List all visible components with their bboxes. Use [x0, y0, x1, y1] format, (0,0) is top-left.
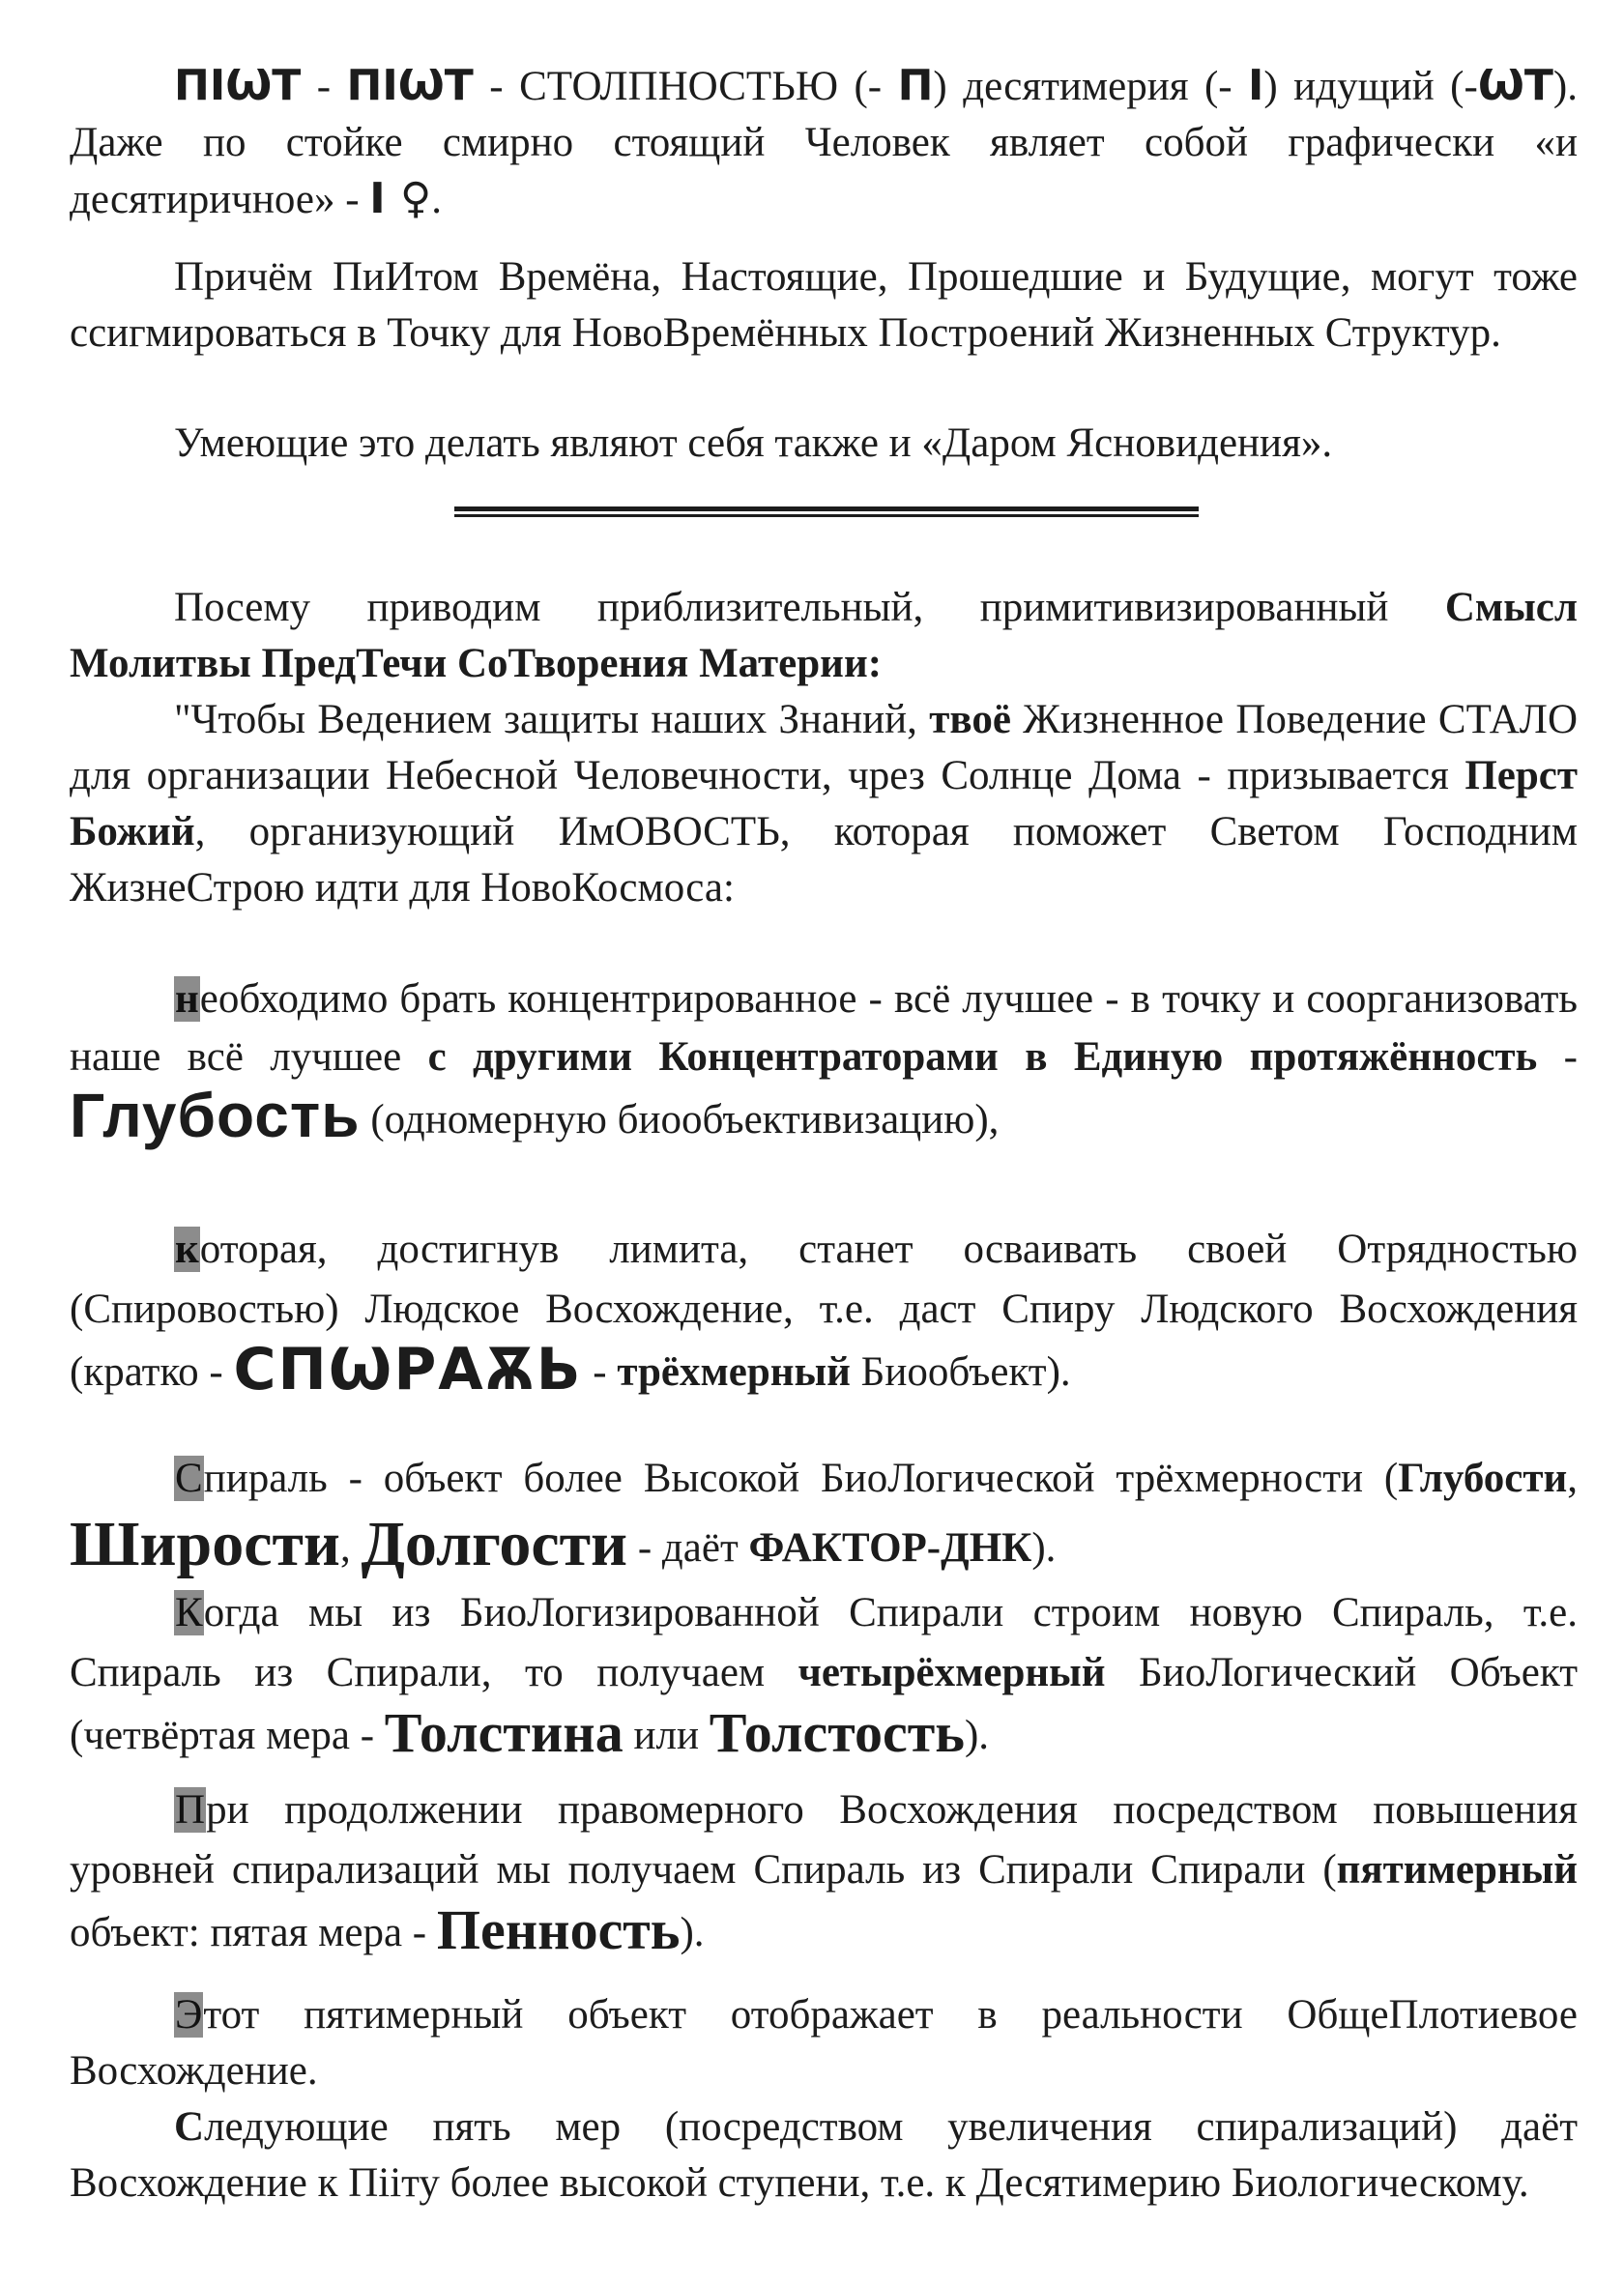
glyph-figure: І ♀: [369, 174, 432, 223]
text-shirosti-large: Ширости: [70, 1509, 340, 1579]
text-dash: -: [1537, 1034, 1578, 1080]
glyph-piot-2: ПІѠТ: [346, 61, 474, 110]
paragraph-desyatimerie: [70, 2099, 1578, 2212]
paragraph-vremena: [70, 249, 1578, 362]
text-dolgosti-large: Долгости: [361, 1509, 628, 1579]
text-close: ).: [1031, 1525, 1057, 1571]
text-yasnovidenie: Умеющие это делать являют себя также и «Даром Ясновидения».: [174, 420, 1333, 466]
text-dash: -: [582, 1349, 618, 1395]
text-spiral-obekt: пираль - объект более Высокой БиоЛогической трёхмерности (: [203, 1456, 1399, 1501]
text-kontsentratory: с другими Концентраторами в Единую протяжённость: [427, 1034, 1538, 1080]
text-dash-2: -: [473, 64, 520, 109]
paragraph-molitva: [70, 692, 1578, 916]
text-desyatimeriya: ) десятимерия (-: [933, 64, 1249, 109]
glyph-ot: ѠТ: [1477, 61, 1553, 110]
paragraph-spiral: [70, 1446, 1578, 1581]
text-povedenie: Жизненное Поведение СТАЛО для организации Небесной Человечности, чрез Солнце Дома - призывается: [70, 697, 1578, 798]
text-period: .: [431, 177, 442, 222]
highlight-initial-k: к: [175, 1227, 199, 1272]
text-comma-1: ,: [1567, 1456, 1578, 1501]
text-pennost-large: Пенность: [436, 1898, 681, 1961]
initial-s-bold: С: [174, 2104, 205, 2150]
divider-line-bottom: [454, 514, 1199, 517]
text-obekt: БиоЛогический Объект (четвёртая мера -: [70, 1650, 1578, 1758]
text-bioobekt: Биообъект).: [850, 1349, 1071, 1395]
text-pyatimerny: пятимерный: [1336, 1847, 1578, 1893]
paragraph-pennost: [70, 1780, 1578, 1963]
text-glubost-large: Глубость: [70, 1081, 361, 1150]
paragraph-piot: [70, 58, 1578, 228]
text-close: ).: [680, 1910, 705, 1955]
text-kogda: огда мы из БиоЛогизированной Спирали строим новую Спираль, т.е. Спираль из Спирали, то получаем: [70, 1590, 1578, 1695]
glyph-i: І: [1248, 61, 1264, 110]
text-stolpnost: СТОЛПНОСТЬЮ (-: [519, 64, 898, 109]
text-pri-prodolzhenii: ри продолжении правомерного Восхождения посредством повышения уровней спирализаций мы получаем Спираль из Спирали Спирали (: [70, 1787, 1578, 1893]
section-divider: [454, 506, 1199, 518]
text-odnomernuyu: (одномерную биообъективизацию),: [360, 1097, 1000, 1142]
highlight-initial-e: Э: [175, 1992, 203, 2038]
text-tolstina-large: Толстина: [384, 1701, 624, 1764]
text-vremena: Причём ПиИтом Времёна, Настоящие, Прошедшие и Будущие, могут тоже ссигмироваться в Точку для НовоВремённых Построений Жизненных Структур.: [70, 254, 1578, 356]
text-kotoraya: оторая, достигнув лимита, станет осваивать своей Отрядностью (Спировостью) Людское Восхождение, т.е. даст Спиру Людского Восхождения (кратко -: [70, 1227, 1578, 1395]
glyph-spiral-word: СПѠРАѪЬ: [233, 1336, 583, 1403]
highlight-initial-s: С: [175, 1456, 203, 1501]
paragraph-glubost: [70, 970, 1578, 1149]
highlight-initial-p: П: [175, 1787, 206, 1833]
highlight-initial-n: н: [175, 976, 199, 1022]
text-trehmerny: трёхмерный: [617, 1349, 851, 1395]
highlight-initial-k2: К: [175, 1590, 203, 1635]
text-etot: тот пятимерный объект отображает в реальности ОбщеПлотиевое Восхождение.: [70, 1992, 1578, 2094]
text-chetyrehmerny: четырёхмерный: [798, 1650, 1106, 1695]
paragraph-spiral-glyph: [70, 1220, 1578, 1403]
paragraph-obscheplotievoe: [70, 1987, 1578, 2099]
text-glubosti: Глубости: [1398, 1456, 1568, 1501]
text-daet: - даёт: [627, 1525, 749, 1571]
text-pyataya-mera: объект: пятая мера -: [70, 1910, 437, 1955]
divider-line-top: [454, 506, 1199, 511]
text-sleduyuschie: ледующие пять мер (посредством увеличения спирализаций) даёт Восхождение к Пііту более высокой ступени, т.е. к Десятимерию Биологическому.: [70, 2104, 1578, 2206]
paragraph-yasnovidenie: [70, 416, 1578, 472]
text-perst-bozhiy: Перст Божий: [70, 753, 1578, 854]
text-tvoe: твоё: [929, 697, 1011, 742]
glyph-p: П: [897, 61, 934, 110]
text-dash-1: -: [301, 64, 347, 109]
text-neobhodimo: еобходимо брать концентрированное - всё лучшее - в точку и соорганизовать наше всё лучшее: [70, 976, 1578, 1080]
text-comma-2: ,: [339, 1525, 362, 1571]
paragraph-tolstina: [70, 1583, 1578, 1766]
glyph-piot-1: ПІѠТ: [174, 61, 302, 110]
text-posemu: Посему приводим приблизительный, примитивизированный: [174, 585, 1445, 630]
text-smysl-molitvy: Смысл Молитвы ПредТечи СоТворения Материи:: [70, 585, 1578, 686]
text-ili: или: [623, 1713, 710, 1758]
text-close: ).: [964, 1713, 990, 1758]
text-iduschiy: ) идущий (-: [1263, 64, 1478, 109]
text-chtoby: "Чтобы Ведением защиты наших Знаний,: [174, 697, 930, 742]
text-tolstost-large: Толстость: [709, 1701, 965, 1764]
text-imovost: , организующий ИмОВОСТЬ, которая поможет Светом Господним ЖизнеСтрою идти для НовоКосмоса:: [70, 809, 1578, 911]
text-faktor-dnk: ФАКТОР-ДНК: [748, 1525, 1032, 1571]
paragraph-posemu: [70, 580, 1578, 692]
text-dazhe: ). Даже по стойке смирно стоящий Человек являет собой графически «и десятиричное» -: [70, 64, 1578, 222]
